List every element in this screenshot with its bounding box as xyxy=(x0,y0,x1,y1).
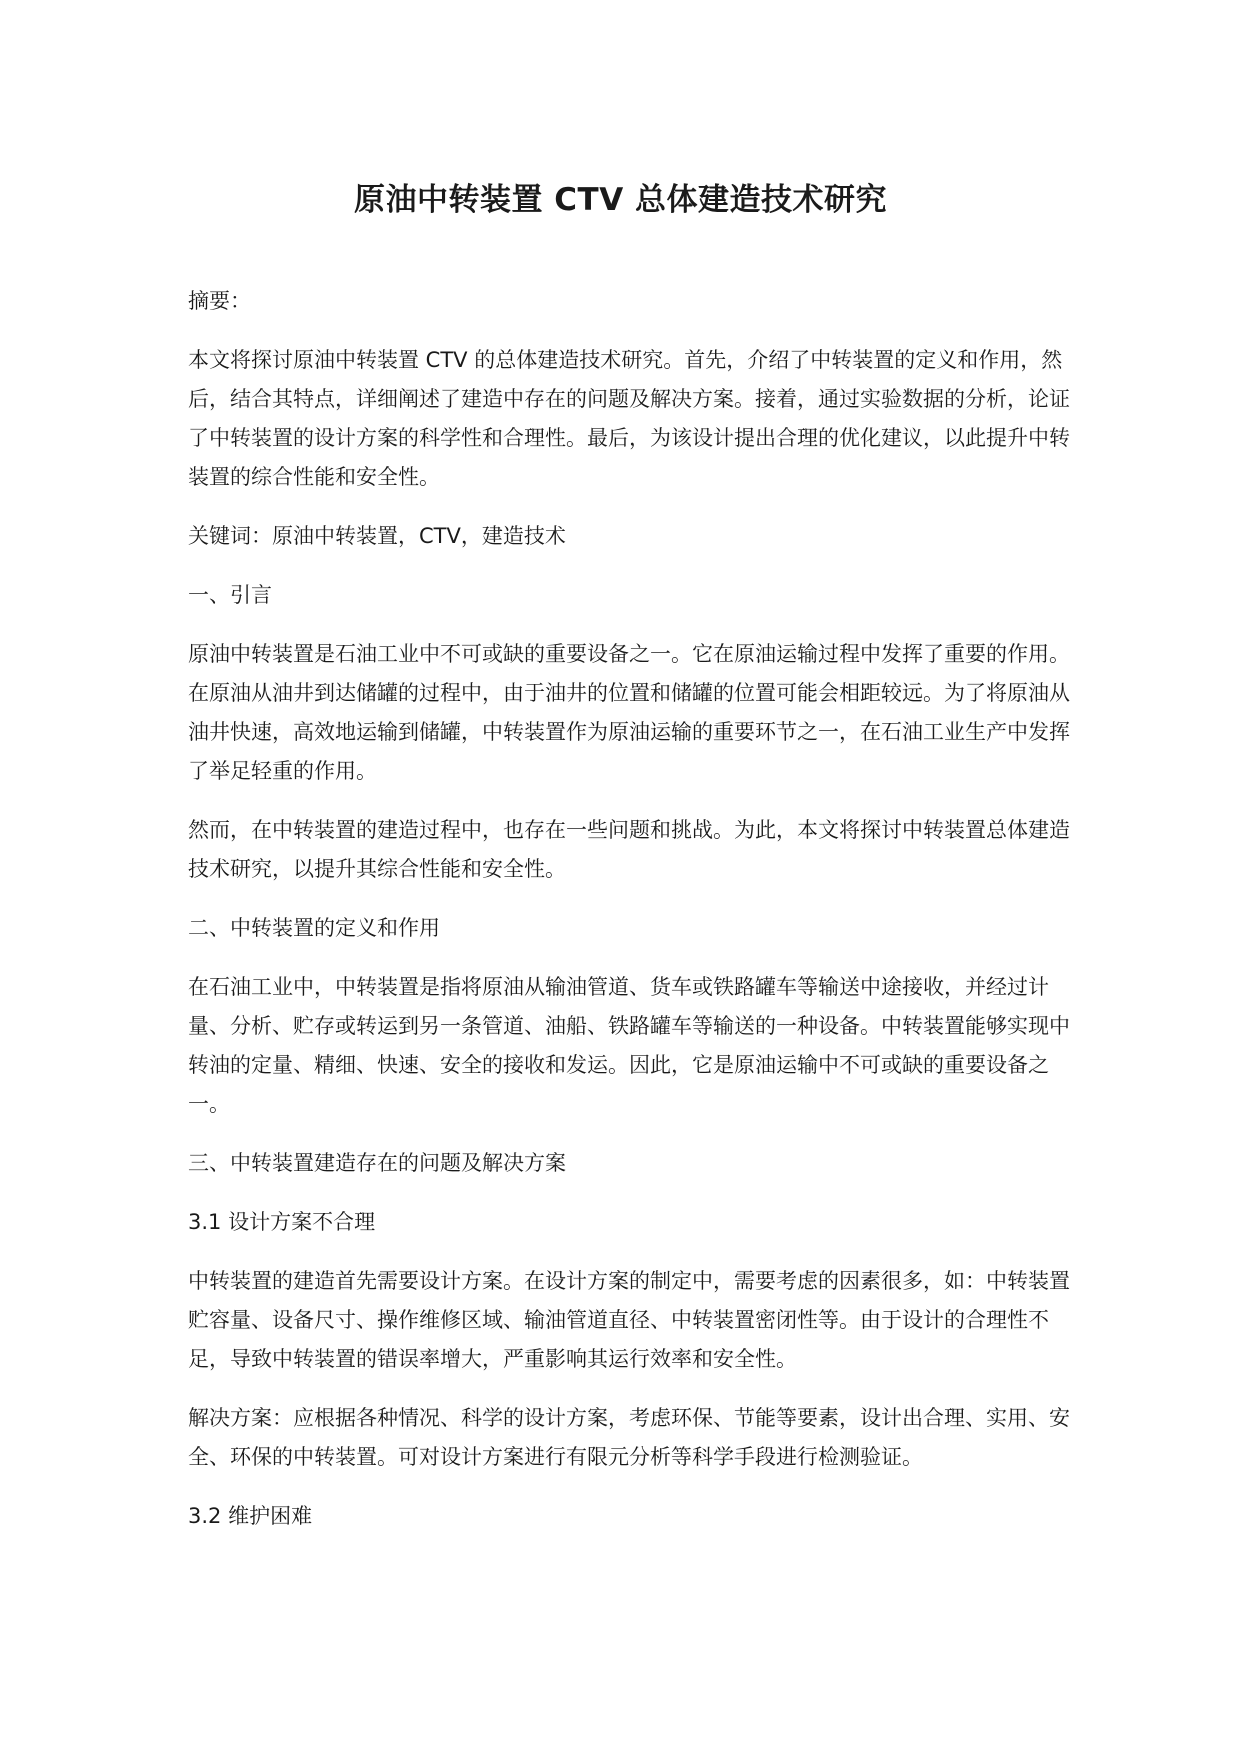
abstract-heading: 摘要： xyxy=(188,289,251,313)
body-paragraph: 在石油工业中，中转装置是指将原油从输油管道、货车或铁路罐车等输送中途接收，并经过计量、分析、贮存或转运到另一条管道、油船、铁路罐车等输送的一种设备。中转装置能够实现中转油的定量、精细、快速、安全的接收和发运。因此，它是原油运输中不可或缺的重要设备之一。 xyxy=(188,975,1070,1116)
body-paragraph: 原油中转装置是石油工业中不可或缺的重要设备之一。它在原油运输过程中发挥了重要的作用。在原油从油井到达储罐的过程中，由于油井的位置和储罐的位置可能会相距较远。为了将原油从油井快速，高效地运输到储罐，中转装置作为原油运输的重要环节之一，在石油工业生产中发挥了举足轻重的作用。 xyxy=(188,642,1070,783)
section-heading-problems: 三、中转装置建造存在的问题及解决方案 xyxy=(188,1151,566,1175)
body-paragraph: 然而，在中转装置的建造过程中，也存在一些问题和挑战。为此，本文将探讨中转装置总体建造技术研究，以提升其综合性能和安全性。 xyxy=(188,818,1070,881)
keywords-line: 关键词：原油中转装置，CTV，建造技术 xyxy=(188,524,566,548)
section-heading-introduction: 一、引言 xyxy=(188,583,272,607)
document-title: 原油中转装置 CTV 总体建造技术研究 xyxy=(354,182,887,218)
subsection-heading-design: 3.1 设计方案不合理 xyxy=(188,1210,376,1234)
body-paragraph: 解决方案：应根据各种情况、科学的设计方案，考虑环保、节能等要素，设计出合理、实用、安全、环保的中转装置。可对设计方案进行有限元分析等科学手段进行检测验证。 xyxy=(188,1406,1070,1469)
section-heading-definition: 二、中转装置的定义和作用 xyxy=(188,916,440,940)
subsection-heading-maintenance: 3.2 维护困难 xyxy=(188,1504,313,1528)
abstract-paragraph: 本文将探讨原油中转装置 CTV 的总体建造技术研究。首先，介绍了中转装置的定义和作用，然后，结合其特点，详细阐述了建造中存在的问题及解决方案。接着，通过实验数据的分析，论证了中转装置的设计方案的科学性和合理性。最后，为该设计提出合理的优化建议，以此提升中转装置的综合性能和安全性。 xyxy=(188,348,1070,489)
document-body xyxy=(188,282,1088,1556)
body-paragraph: 中转装置的建造首先需要设计方案。在设计方案的制定中，需要考虑的因素很多，如：中转装置贮容量、设备尺寸、操作维修区域、输油管道直径、中转装置密闭性等。由于设计的合理性不足，导致中转装置的错误率增大，严重影响其运行效率和安全性。 xyxy=(188,1269,1070,1371)
